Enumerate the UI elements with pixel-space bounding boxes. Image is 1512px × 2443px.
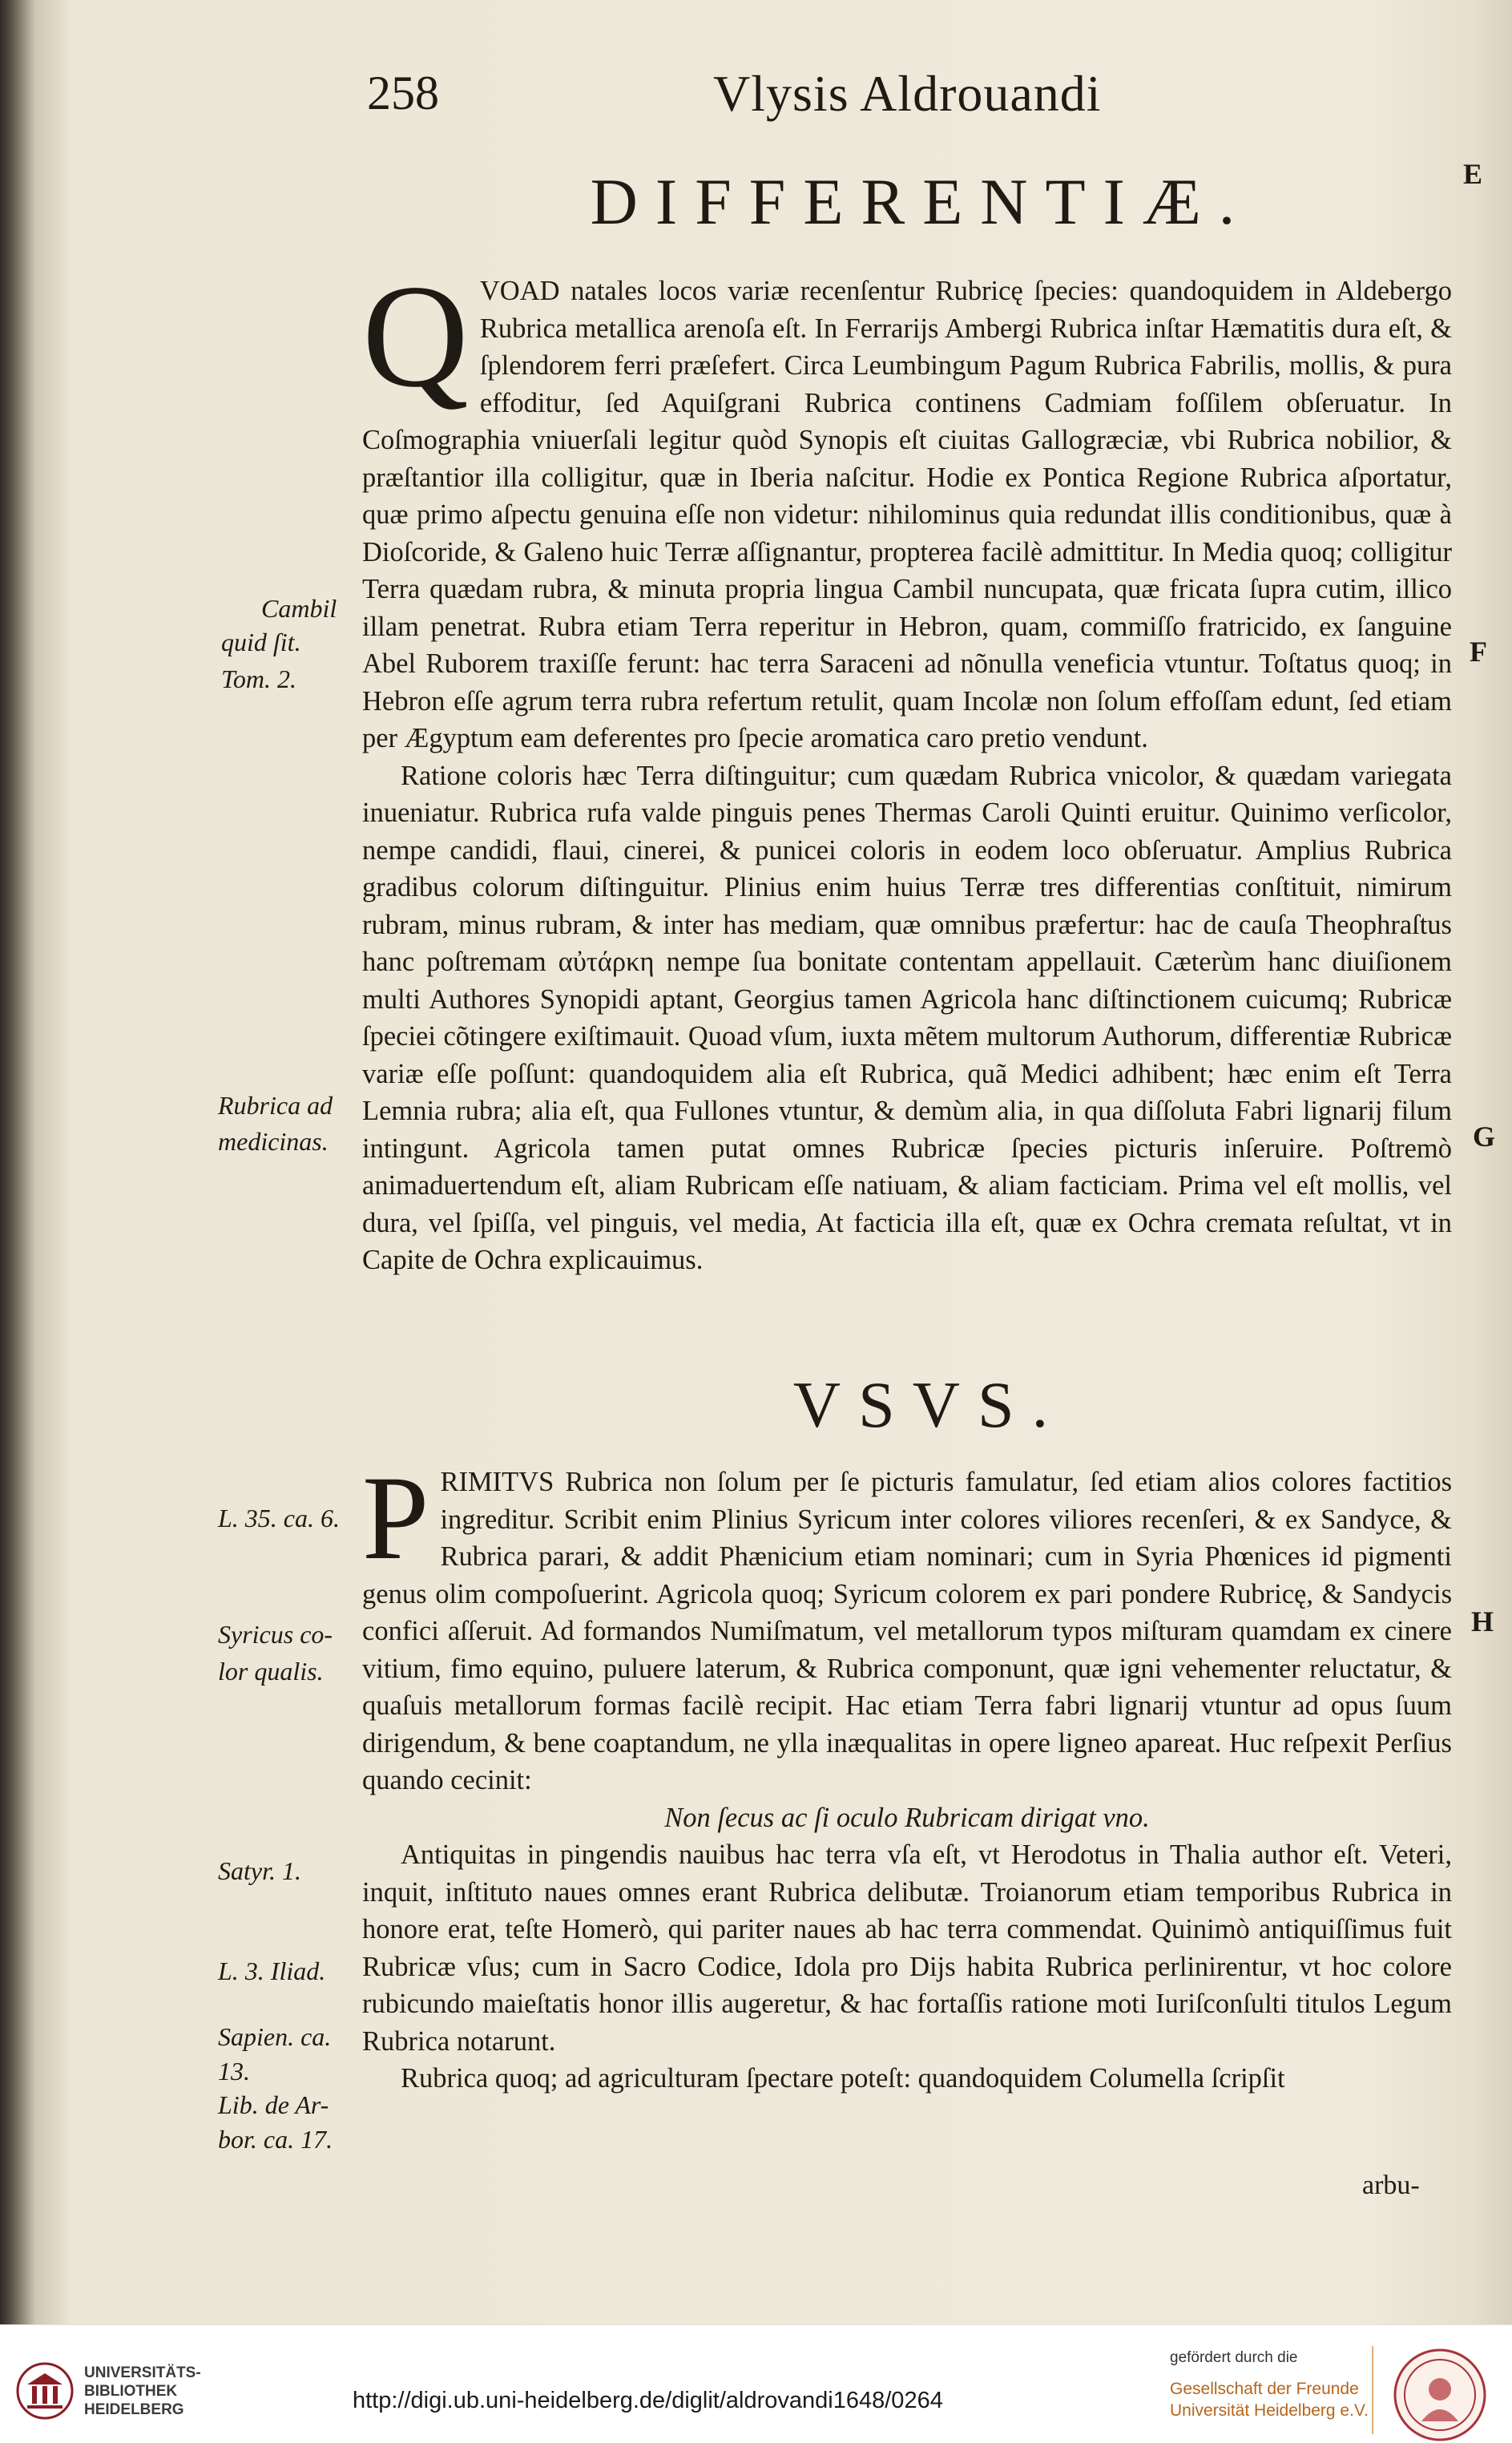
margin-note: bor. ca. 17. bbox=[218, 2125, 333, 2154]
usus-paragraph-1: RIMITVS Rubrica non ſolum per ſe picturis famulatur, ſed etiam alios colores factitios ingreditur. Scribit enim Plinius Syricum inter colores viliores recenſeri, & ex Sandyce, & Rubrica parari, & addit Phænicium etiam nominari; cum in Syria Phœnices id pigmenti genus olim compoſuerint. Agricola quoq; Syricum colorem ex pari pondere Rubricę, & Sandycis confici aſſeruit. Ad formandos Numiſmatum, vel metallorum typos miſturam quamdam ex cinere vitium, fimo equino, puluere laterum, & Rubrica componunt, quæ igni vehementer reluctatur, & quaſuis metallorum formas facilè recipit. Hac etiam Terra fabri lignarij vtuntur ad opus ſuum dirigendum, & bene coaptandum, ne ylla inæqualitas in opere ligneo apareat. Huc reſpexit Perſius quando cecinit: bbox=[362, 1467, 1452, 1795]
sponsor-name[interactable]: Gesellschaft der Freunde Universität Heidelberg e.V. bbox=[1170, 2380, 1369, 2420]
section-heading-usus: VSVS. bbox=[792, 1368, 1066, 1441]
margin-note: quid ſit. bbox=[221, 628, 301, 656]
dropcap-q: Q bbox=[362, 254, 469, 418]
differentiae-paragraph-1: VOAD natales locos variæ recenſentur Rubricę ſpecies: quandoquidem in Aldebergo Rubrica metallica arenoſa eſt. In Ferrarijs Ambergi Rubrica inſtar Hæmatitis dura eſt, & ſplendorem ferri præſefert. Circa Leumbingum Pagum Rubrica Fabrilis, mollis, & pura effoditur, ſed Aquiſgrani Rubrica continens Cadmiam foſſilem obſeruatur. In Coſmographia vniuerſali legitur quòd Synopis eſt ciuitas Gallogræciæ, vbi Rubrica nobilior, & præſtantior illa colligitur, quæ in Iberia naſcitur. Hodie ex Pontica Regione Rubrica aſportatur, quæ primo aſpectu genuina eſſe non videtur: nihilominus quia redundat illis conditionibus, quæ à Dioſcoride, & Galeno huic Terræ aſſignantur, propterea facilè admittitur. In Media quoq; colligitur Terra quædam rubra, & minuta propria lingua Cambil nuncupata, quæ fricata ſupra cutim, illico illam penetrat. Rubra etiam Terra reperitur in Hebron, quam, commiſſo fratricido, ex ſanguine Abel Ruborem traxiſſe ferunt: hac terra Saraceni ad nõnulla veneficia vtuntur. Toſtatus quoq; in Hebron eſſe agrum terra rubra refertum retulit, quam Incolæ non ſolum effoſſam edunt, ſed etiam per Ægyptum eam deferentes pro ſpecie aromatica caro pretio vendunt. bbox=[362, 276, 1452, 753]
margin-note: medicinas. bbox=[218, 1127, 329, 1156]
margin-note: Syricus co- bbox=[218, 1620, 333, 1649]
edge-letter-f: F bbox=[1470, 636, 1487, 668]
margin-note: Sapien. ca. bbox=[218, 2022, 332, 2051]
usus-verse: Non ſecus ac ſi oculo Rubricam dirigat vno. bbox=[664, 1802, 1150, 1833]
margin-note: L. 35. ca. 6. bbox=[218, 1504, 340, 1532]
margin-note: Rubrica ad bbox=[218, 1091, 333, 1120]
footer-divider bbox=[1372, 2346, 1373, 2434]
permalink-url[interactable]: http://digi.ub.uni-heidelberg.de/diglit/aldrovandi1648/0264 bbox=[353, 2388, 943, 2413]
margin-note: Satyr. 1. bbox=[218, 1856, 301, 1885]
edge-letter-h: H bbox=[1471, 1605, 1494, 1637]
section-differentiae-body bbox=[362, 254, 1452, 1331]
margin-note: L. 3. Iliad. bbox=[218, 1956, 326, 1985]
margin-note: Lib. de Ar- bbox=[218, 2090, 329, 2119]
usus-paragraph-3: Rubrica quoq; ad agriculturam ſpectare poteſt: quandoquidem Columella ſcripſit bbox=[401, 2063, 1285, 2094]
margin-note: 13. bbox=[218, 2057, 250, 2086]
running-title: Vlysis Aldrouandi bbox=[713, 65, 1102, 122]
edge-letter-e: E bbox=[1463, 158, 1483, 190]
university-seal-icon bbox=[1393, 2348, 1487, 2442]
viewer-footer bbox=[0, 2324, 1512, 2443]
margin-note: Cambil bbox=[261, 594, 337, 623]
edge-letter-g: G bbox=[1473, 1121, 1496, 1153]
usus-paragraph-2: Antiquitas in pingendis nauibus hac terra vſa eſt, vt Herodotus in Thalia author eſt. Veteri, inquit, inſtituto naues omnes erant Rubrica delibutæ. Troianorum etiam temporibus Rubrica in honore erat, teſte Homerò, qui pariter naues ab hac terra commendat. Quinimò antiquiſſimus fuit Rubricæ vſus; cum in Sacro Codice, Idola pro Dijs habita Rubrica perlinirentur, vt hoc colore rubicundo maieſtatis honor illis augeretur, & hac fortaſſis ratione moti Iuriſconſulti titulos Legum Rubrica notarunt. bbox=[362, 1839, 1452, 2057]
margin-note: lor qualis. bbox=[218, 1657, 324, 1686]
university-library-logo-icon bbox=[16, 2362, 74, 2420]
catchword: arbu- bbox=[1362, 2170, 1420, 2200]
section-heading-differentiae: DIFFERENTIÆ. bbox=[590, 165, 1253, 238]
differentiae-paragraph-2: Ratione coloris hæc Terra diſtinguitur; cum quædam Rubrica vnicolor, & quædam variegata inueniatur. Rubrica rufa valde pinguis penes Thermas Caroli Quinti eruitur. Quinimo verſicolor, nempe candidi, flaui, cinerei, & punicei coloris in eodem loco obſeruatur. Amplius Rubrica gradibus colorum diſtinguitur. Plinius enim huius Terræ tres differentias conſtituit, nimirum rubram, minus rubram, & inter has mediam, quæ omnibus præfertur: hac de cauſa Theophraſtus hanc poſtremam αὐτάρκη nempe ſua bonitate contentam appellauit. Cæterùm hanc diuiſionem multi Authores Synopidi aptant, Georgius tamen Agricola hanc diſtinctionem cuicumq; Rubricæ ſpeciei cõtingere exiſtimauit. Quoad vſum, iuxta mẽtem multorum Authorum, differentiæ Rubricæ variæ eſſe poſſunt: quandoquidem alia eſt Rubrica, quã Medici adhibent; hæc enim eſt Terra Lemnia rubra; alia eſt, qua Fullones vtuntur, & demùm alia, in qua diſſoluta Fabri lignarij filum intingunt. Agricola tamen putat omnes Rubricæ ſpecies picturis inſeruire. Poſtremò animaduertendum eſt, aliam Rubricam eſſe natiuam, & aliam facticiam. Prima vel eſt mollis, vel dura, vel ſpiſſa, vel pinguis, vel media, At facticia illa eſt, quæ ex Ochra cremata reſultat, vt in Capite de Ochra explicauimus. bbox=[362, 760, 1452, 1275]
margin-note: Tom. 2. bbox=[221, 664, 296, 693]
institution-name: UNIVERSITÄTS- BIBLIOTHEK HEIDELBERG bbox=[84, 2364, 201, 2418]
page-number: 258 bbox=[367, 67, 439, 119]
dropcap-p: P bbox=[362, 1452, 429, 1585]
sponsor-label: gefördert durch die bbox=[1170, 2349, 1298, 2366]
section-usus-body bbox=[362, 1452, 1452, 2129]
